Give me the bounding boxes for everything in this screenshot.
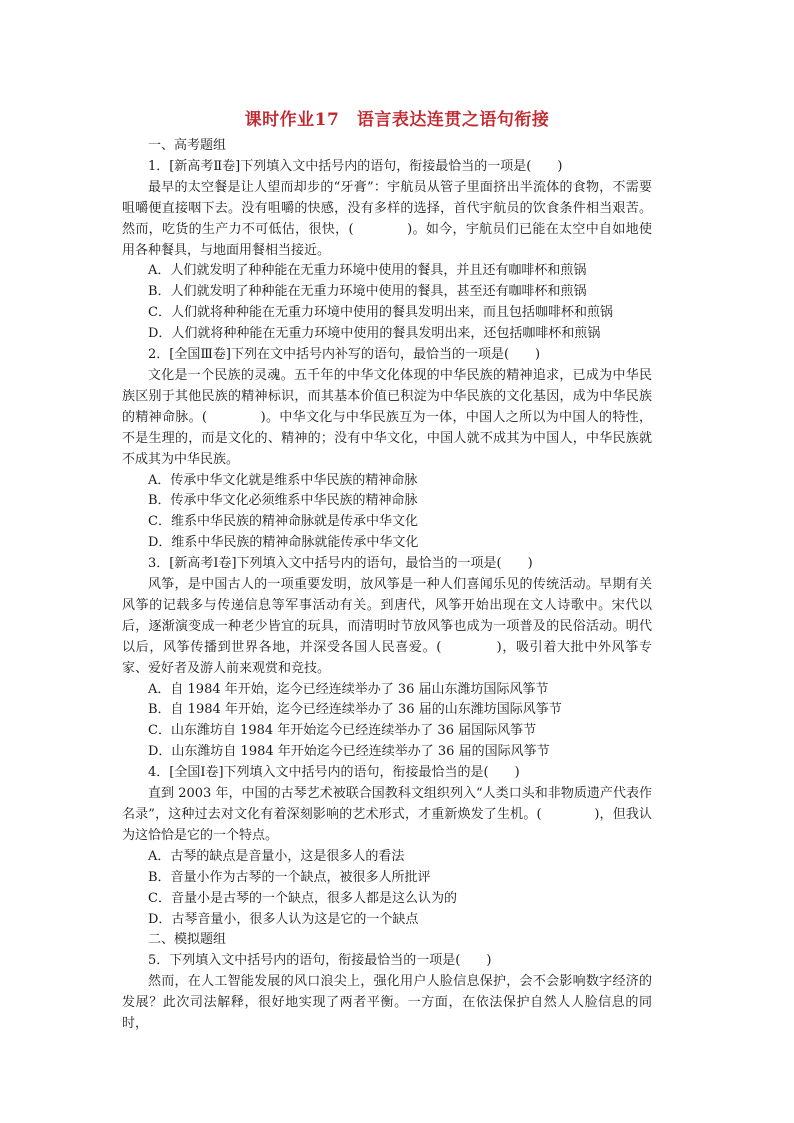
- option-d: D．维系中华民族的精神命脉就能传承中华文化: [148, 535, 419, 551]
- option-b: B．传承中华文化必须维系中华民族的精神命脉: [148, 493, 418, 509]
- question-2: [122, 345, 652, 554]
- document-body: [122, 136, 652, 1035]
- section-heading-exam: 一、高考题组: [148, 138, 227, 153]
- option-b: B．自 1984 年开始，迄今已经连续举办了 36 届的山东潍坊国际风筝节: [148, 702, 562, 718]
- option-a: A．人们就发明了种种能在无重力环境中使用的餐具，并且还有咖啡杯和煎锅: [148, 263, 587, 279]
- option-d: D．人们就将种种能在无重力环境中使用的餐具发明出来，还包括咖啡杯和煎锅: [148, 326, 601, 342]
- option-c: C．维系中华民族的精神命脉就是传承中华文化: [148, 514, 418, 530]
- question-stem: 1．[新高考Ⅱ卷]下列填入文中括号内的语句，衔接最恰当的一项是( ): [148, 158, 563, 174]
- question-4: [122, 763, 652, 930]
- question-passage: 风筝，是中国古人的一项重要发明，放风筝是一种人们喜闻乐见的传统活动。早期有关风筝的记载多与传递信息等军事活动有关。到唐代，风筝开始出现在文人诗歌中。宋代以后，逐渐演变成一种老少皆宜的玩具，而清明时节放风筝也成为一项普及的民俗活动。明代以后，风筝传播到世界各地，并深受各国人民喜爱。( )，吸引着大批中外风筝专家、爱好者及游人前来观赏和竞技。: [122, 577, 652, 676]
- question-stem: 2．[全国Ⅲ卷]下列在文中括号内补写的语句，最恰当的一项是( ): [148, 347, 541, 363]
- option-d: D．山东潍坊自 1984 年开始迄今已经连续举办了 36 届的国际风筝节: [148, 744, 550, 760]
- option-b: B．人们就发明了种种能在无重力环境中使用的餐具，甚至还有咖啡杯和煎锅: [148, 284, 587, 300]
- option-a: A．传承中华文化就是维系中华民族的精神命脉: [148, 472, 418, 488]
- question-passage: 最早的太空餐是让人望而却步的“牙膏”：宇航员从管子里面挤出半流体的食物，不需要咀嚼便直接咽下去。没有咀嚼的快感，没有多样的选择，首代宇航员的饮食条件相当艰苦。然而，吃货的生产力不可低估，很快，( )。如今，宇航员们已能在太空中自如地使用各种餐具，与地面用餐相当接近。: [122, 179, 652, 258]
- question-stem: 3．[新高考Ⅰ卷]下列填入文中括号内的语句，最恰当的一项是( ): [148, 556, 533, 572]
- option-c: C．音量小是古琴的一个缺点，很多人都是这么认为的: [148, 890, 457, 906]
- page-title: 课时作业17 语言表达连贯之语句衔接: [244, 110, 550, 130]
- question-5: [122, 951, 652, 1035]
- section-heading-mock: 二、模拟题组: [148, 932, 227, 948]
- question-stem: 5．下列填入文中括号内的语句，衔接最恰当的一项是( ): [148, 953, 492, 969]
- question-passage: 然而，在人工智能发展的风口浪尖上，强化用户人脸信息保护，会不会影响数字经济的发展？此次司法解释，很好地实现了两者平衡。一方面，在依法保护自然人人脸信息的同时，: [122, 974, 652, 1032]
- option-c: C．人们就将种种能在无重力环境中使用的餐具发明出来，而且包括咖啡杯和煎锅: [148, 305, 613, 321]
- question-stem: 4．[全国Ⅰ卷]下列填入文中括号内的语句，衔接最恰当的是( ): [148, 765, 520, 781]
- option-b: B．音量小作为古琴的一个缺点，被很多人所批评: [148, 869, 431, 885]
- question-passage: 文化是一个民族的灵魂。五千年的中华文化体现的中华民族的精神追求，已成为中华民族区别于其他民族的精神标识，而其基本价值已积淀为中华民族的文化基因，成为中华民族的精神命脉。( )。中华文化与中华民族互为一体，中国人之所以为中国人的特性，不是生理的，而是文化的、精神的；没有中华文化，中国人就不成其为中国人，中华民族就不成其为中华民族。: [122, 367, 652, 467]
- question-1: [122, 157, 652, 345]
- option-a: A．自 1984 年开始，迄今已经连续举办了 36 届山东潍坊国际风筝节: [148, 681, 549, 697]
- option-c: C．山东潍坊自 1984 年开始迄今已经连续举办了 36 届国际风筝节: [148, 723, 537, 739]
- question-3: [122, 554, 652, 763]
- option-d: D．古琴音量小，很多人认为这是它的一个缺点: [148, 911, 419, 927]
- option-a: A．古琴的缺点是音量小，这是很多人的看法: [148, 848, 405, 864]
- question-passage: 直到 2003 年，中国的古琴艺术被联合国教科文组织列入“人类口头和非物质遗产代表作名录”，这种过去对文化有着深刻影响的艺术形式，才重新焕发了生机。( )，但我认为这恰恰是它的一个特点。: [122, 786, 652, 843]
